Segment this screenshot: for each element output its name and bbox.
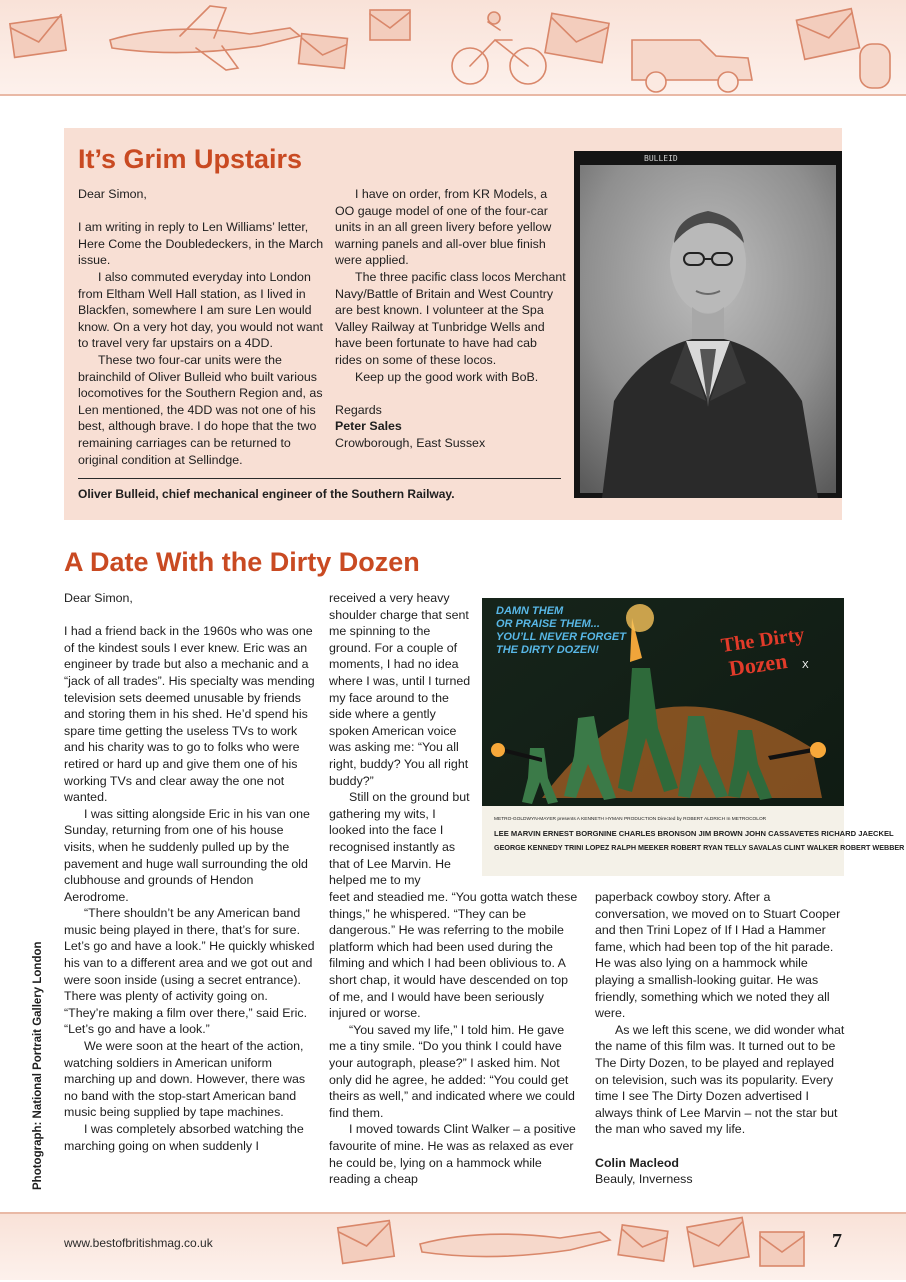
article-column-3 xyxy=(595,889,845,1188)
poster-tagline: DAMN THEM xyxy=(496,605,564,617)
footer-illustration-banner xyxy=(0,1212,906,1280)
letter-column-2 xyxy=(335,186,567,452)
paragraph: received a very heavy shoulder charge that sent me spinning to the ground. For a couple of moments, I had no idea where I was, until I turned my face around to the side where a gently spoken American voice was asking me: “You all right, buddy? You all right buddy?” xyxy=(329,591,471,788)
paragraph: “You saved my life,” I told him. He gave me a tiny smile. “Do you think I could have your autograph, please?” I asked him. Not only did he agree, he added: “You could get theirs as well,” and indicated where we could find them. xyxy=(329,1022,575,1120)
photo-caption: Oliver Bulleid, chief mechanical engineer of the Southern Railway. xyxy=(78,487,455,501)
article-column-2-top xyxy=(329,590,475,889)
paragraph: We were soon at the heart of the action, watching soldiers in American uniform marching up and down. However, there was no band with the stop-start American band music being supplied by tape machines. xyxy=(64,1039,306,1120)
paragraph: “There shouldn’t be any American band music being played in there, that’s for sure. Let’s go and have a look.” He quickly whisked his van to a different area and we got out and were soon inside (using a secret entrance). There was plenty of activity going on. “They’re making a film over there,” said Eric. “Let’s go and have a look.” xyxy=(64,906,315,1037)
paragraph: paperback cowboy story. After a conversation, we moved on to Stuart Cooper and then Trini Lopez of If I Had a Hammer fame, which had been top of the hit parade. He was also lying on a hammock while playing a smallish-looking guitar. He was friendly, something which we noted they all were. xyxy=(595,890,841,1021)
paragraph: I also commuted everyday into London from Eltham Well Hall station, as I lived in Blackfen, somewhere I am sure Len would know. On a very hot day, you would not want to travel very far upstairs on a 4DD. xyxy=(78,269,323,351)
poster-credits: METRO-GOLDWYN-MAYER presents A KENNETH HYMAN PRODUCTION Directed by ROBERT ALDRICH In METROCOLOR xyxy=(494,817,767,822)
poster-certificate: X xyxy=(802,660,809,671)
header-illustration-banner xyxy=(0,0,906,96)
paragraph: I am writing in reply to Len Williams’ letter, Here Come the Doubledeckers, in the March issue. xyxy=(78,220,324,268)
page-number: 7 xyxy=(832,1230,842,1252)
poster-tagline: OR PRAISE THEM... xyxy=(496,618,600,630)
caption-divider xyxy=(78,478,561,479)
paragraph: I moved towards Clint Walker – a positive favourite of mine. He was as relaxed as ever he could be, lying on a hammock while reading a cheap xyxy=(329,1122,576,1187)
salutation: Dear Simon, xyxy=(78,187,147,201)
author-name: Colin Macleod xyxy=(595,1155,679,1170)
paragraph: I was sitting alongside Eric in his van one Sunday, returning from one of his house visits, when he suddenly pulled up by the pavement and huge wall surrounding the old clubhouse and grounds of Hendon Aerodrome. xyxy=(64,806,310,904)
paragraph: As we left this scene, we did wonder what the name of this film was. It turned out to be The Dirty Dozen, to be played and replayed on television, such was its popularity. Every time I see The Dirty Dozen advertised I always think of Lee Marvin – not the star but the man who saved my life. xyxy=(595,1022,845,1137)
paragraph: Still on the ground but gathering my wits, I looked into the face I recognised instantly as that of Lee Marvin. He helped me to my xyxy=(329,790,470,888)
paragraph: These two four-car units were the brainchild of Oliver Bulleid who built various locomotives for the Southern Region and, as Len mentioned, the 4DD was not one of his best, although brave. I do hope that the two remaining carriages can be returned to original condition at Sellindge. xyxy=(78,352,323,467)
paragraph: Keep up the good work with BoB. xyxy=(355,369,539,384)
letter-column-1 xyxy=(78,186,330,468)
article-title: A Date With the Dirty Dozen xyxy=(64,547,420,577)
poster-tagline: THE DIRTY DOZEN! xyxy=(496,644,599,656)
website-url[interactable]: www.bestofbritishmag.co.uk xyxy=(64,1236,213,1250)
article-column-2-bottom xyxy=(329,889,579,1188)
author-location: Crowborough, East Sussex xyxy=(335,435,486,450)
postal-illustration-icon xyxy=(0,0,906,96)
article-title: It’s Grim Upstairs xyxy=(78,144,303,174)
portrait-photo xyxy=(574,151,842,498)
poster-title: The Dirty xyxy=(719,623,806,657)
poster-cast: GEORGE KENNEDY TRINI LOPEZ RALPH MEEKER ROBERT RYAN TELLY SAVALAS CLINT WALKER ROBERT WEBBER xyxy=(494,843,905,852)
paragraph: I had a friend back in the 1960s who was one of the kindest souls I ever knew. Eric was an engineer by trade but also a mechanic and a “jack of all trades”. His specialty was mending television sets deemed unusable by friends and storing them in his shed. He’d spend his spare time getting the useless TVs to work and his charity was to go to folks who were retired or hard up and give them one of his working TVs and clear away the one not wanted. xyxy=(64,624,315,805)
salutation: Dear Simon, xyxy=(64,591,133,605)
negative-label: BULLEID xyxy=(644,154,678,163)
poster-title: Dozen xyxy=(727,648,789,681)
paragraph: I was completely absorbed watching the marching going on when suddenly I xyxy=(64,1122,304,1153)
paragraph: The three pacific class locos Merchant Navy/Battle of Britain and West Country are best known. I volunteer at the Spa Valley Railway at Tunbridge Wells and have been fortunate to have had cab rides on some of these locos. xyxy=(335,269,566,367)
poster-tagline: YOU’LL NEVER FORGET xyxy=(496,631,626,643)
paragraph: I have on order, from KR Models, a OO gauge model of one of the four-car units in an all green livery before yellow warning panels and all-over blue finish were applied. xyxy=(335,187,552,268)
poster-cast: LEE MARVIN ERNEST BORGNINE CHARLES BRONSON JIM BROWN JOHN CASSAVETES RICHARD JAECKEL xyxy=(494,829,894,838)
photo-credit: Photograph: National Portrait Gallery London xyxy=(32,941,44,1190)
author-name: Peter Sales xyxy=(335,419,402,434)
article-column-1 xyxy=(64,590,316,1154)
paragraph: feet and steadied me. “You gotta watch these things,” he whispered. “They can be dangerous.” He was referring to the mobile platform which had been used during the filming and which I had been oblivious to. A short chap, it would have descended on top of me, and I would have been seriously injured or worse. xyxy=(329,890,578,1021)
author-location: Beauly, Inverness xyxy=(595,1172,693,1187)
film-poster xyxy=(482,598,905,876)
signoff: Regards xyxy=(335,402,382,417)
